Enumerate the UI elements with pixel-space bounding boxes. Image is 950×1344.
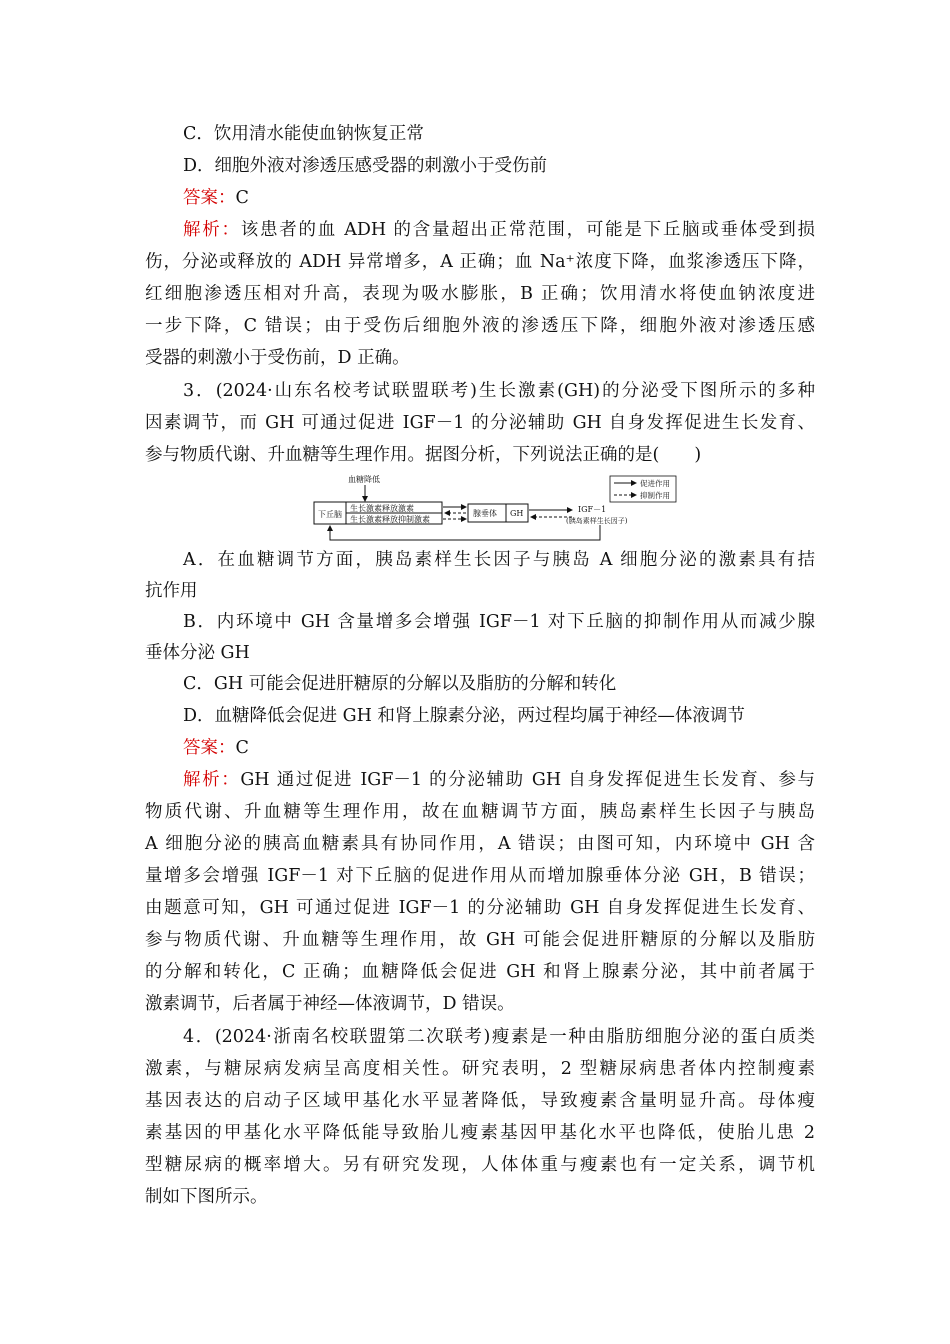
answer-line	[183, 735, 815, 761]
analysis-line: A 细胞分泌的胰高血糖素具有协同作用，A 错误；由图可知，内环境中 GH 含	[145, 834, 815, 854]
question-stem: 参与物质代谢、升血糖等生理作用。据图分析，下列说法正确的是( )	[145, 445, 702, 465]
answer-value: C	[235, 188, 249, 208]
question-stem: 基因表达的启动子区域甲基化水平显著降低，导致瘦素含量明显升高。母体瘦	[145, 1091, 815, 1111]
analysis-line: 由题意可知，GH 可通过促进 IGF－1 的分泌辅助 GH 自身发挥促进生长发育、	[145, 898, 815, 918]
igf-to-hypothalamus-arrow	[330, 525, 600, 540]
question-stem: 4．(2024·浙南名校联盟第二次联考)瘦素是一种由脂肪细胞分泌的蛋白质类	[183, 1027, 815, 1047]
option-a: A．在血糖调节方面，胰岛素样生长因子与胰岛 A 细胞分泌的激素具有拮	[183, 550, 815, 570]
analysis-line: 伤，分泌或释放的 ADH 异常增多，A 正确；血 Na⁺浓度下降，血浆渗透压下降，	[145, 252, 815, 272]
analysis-line: 激素调节，后者属于神经—体液调节，D 错误。	[145, 994, 515, 1014]
option-a-cont: 抗作用	[145, 581, 198, 601]
analysis-line	[183, 767, 815, 793]
blood-sugar-label: 血糖降低	[348, 475, 380, 484]
analysis-text: 该患者的血 ADH 的含量超出正常范围，可能是下丘脑或垂体受到损	[240, 220, 816, 240]
analysis-line: 红细胞渗透压相对升高，表现为吸水膨胀，B 正确；饮用清水将使血钠浓度进	[145, 284, 815, 304]
analysis-line: 一步下降，C 错误；由于受伤后细胞外液的渗透压下降，细胞外液对渗透压感	[145, 316, 815, 336]
igf-subtitle: (胰岛素样生长因子)	[566, 517, 628, 525]
gh-regulation-diagram	[310, 474, 680, 554]
releasing-hormone-label: 生长激素释放激素	[350, 504, 414, 513]
hypothalamus-label: 下丘脑	[318, 510, 342, 519]
answer-line	[183, 185, 815, 211]
analysis-line: 的分解和转化，C 正确；血糖降低会促进 GH 和肾上腺素分泌，其中前者属于	[145, 962, 815, 982]
question-stem: 3．(2024·山东名校考试联盟联考)生长激素(GH)的分泌受下图所示的多种	[183, 381, 815, 401]
option-d: D．细胞外液对渗透压感受器的刺激小于受伤前	[183, 156, 548, 176]
option-b-cont: 垂体分泌 GH	[145, 643, 250, 663]
question-stem: 因素调节，而 GH 可通过促进 IGF－1 的分泌辅助 GH 自身发挥促进生长发育、	[145, 413, 815, 433]
pituitary-label: 腺垂体	[473, 509, 497, 518]
question-stem: 素基因的甲基化水平降低能导致胎儿瘦素基因甲基化水平也降低，使胎儿患 2	[145, 1123, 815, 1143]
option-c: C．饮用清水能使血钠恢复正常	[183, 124, 424, 144]
analysis-line: 量增多会增强 IGF－1 对下丘脑的促进作用从而增加腺垂体分泌 GH，B 错误；	[145, 866, 815, 886]
option-b: B．内环境中 GH 含量增多会增强 IGF－1 对下丘脑的抑制作用从而减少腺	[183, 612, 815, 632]
question-stem: 激素，与糖尿病发病呈高度相关性。研究表明，2 型糖尿病患者体内控制瘦素	[145, 1059, 815, 1079]
analysis-line: 参与物质代谢、升血糖等生理作用，故 GH 可能会促进肝糖原的分解以及脂肪	[145, 930, 815, 950]
question-stem: 型糖尿病的概率增大。另有研究发现，人体体重与瘦素也有一定关系，调节机	[145, 1155, 815, 1175]
answer-label: 答案：	[183, 188, 236, 208]
analysis-text: GH 通过促进 IGF－1 的分泌辅助 GH 自身发挥促进生长发育、参与	[240, 770, 816, 790]
analysis-line: 物质代谢、升血糖等生理作用，故在血糖调节方面，胰岛素样生长因子与胰岛	[145, 802, 815, 822]
legend-inhibit-label: 抑制作用	[640, 491, 670, 500]
analysis-label: 解析：	[183, 770, 241, 790]
answer-value: C	[235, 738, 249, 758]
gh-label: GH	[510, 509, 524, 518]
answer-label: 答案：	[183, 738, 236, 758]
analysis-line	[183, 217, 815, 243]
question-stem: 制如下图所示。	[145, 1187, 268, 1207]
option-d: D．血糖降低会促进 GH 和肾上腺素分泌，两过程均属于神经—体液调节	[183, 706, 745, 726]
option-c: C．GH 可能会促进肝糖原的分解以及脂肪的分解和转化	[183, 674, 617, 694]
legend-promote-label: 促进作用	[640, 479, 670, 488]
analysis-label: 解析：	[183, 220, 241, 240]
inhibiting-hormone-label: 生长激素释放抑制激素	[350, 515, 430, 524]
igf-label: IGF－1	[578, 505, 607, 514]
analysis-line: 受器的刺激小于受伤前，D 正确。	[145, 348, 410, 368]
